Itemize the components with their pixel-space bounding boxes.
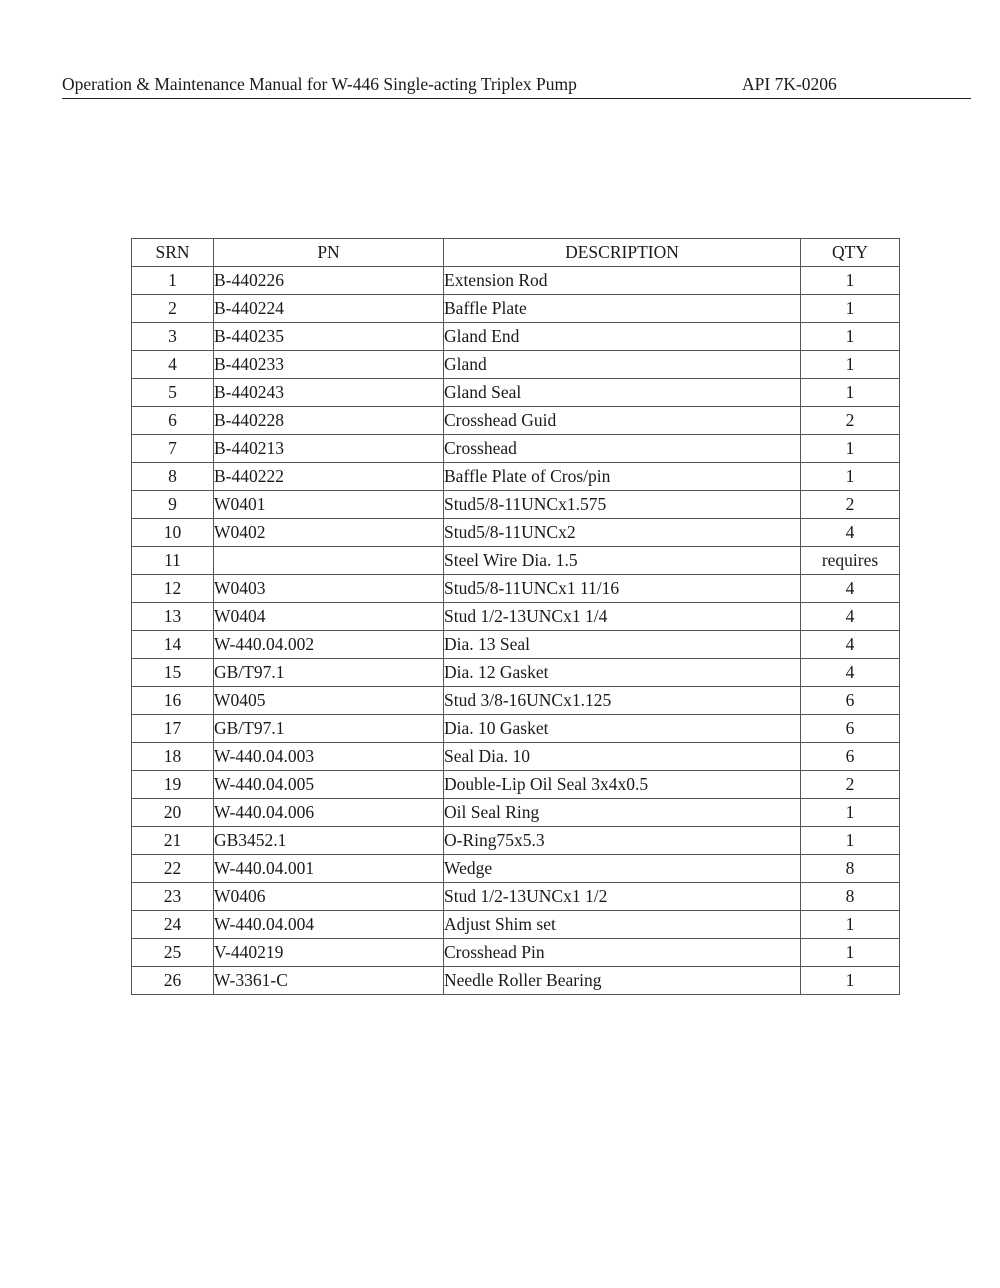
table-row xyxy=(132,463,900,491)
table-header xyxy=(132,239,900,267)
part-number-cell: B-440213 xyxy=(214,435,444,463)
srn-cell: 16 xyxy=(132,687,214,715)
quantity-cell: 6 xyxy=(801,687,900,715)
quantity-cell: 1 xyxy=(801,967,900,995)
table-row xyxy=(132,547,900,575)
table-row xyxy=(132,407,900,435)
srn-cell: 1 xyxy=(132,267,214,295)
srn-cell: 2 xyxy=(132,295,214,323)
table-row xyxy=(132,715,900,743)
srn-cell: 9 xyxy=(132,491,214,519)
part-number-cell: B-440224 xyxy=(214,295,444,323)
part-number-cell: W0403 xyxy=(214,575,444,603)
description-cell: Gland Seal xyxy=(444,379,801,407)
table-row xyxy=(132,491,900,519)
quantity-cell: 4 xyxy=(801,575,900,603)
description-cell: Baffle Plate of Cros/pin xyxy=(444,463,801,491)
part-number-cell: W-3361-C xyxy=(214,967,444,995)
part-number-cell: W0404 xyxy=(214,603,444,631)
table-row xyxy=(132,323,900,351)
column-header-description: DESCRIPTION xyxy=(444,239,801,267)
description-cell: Oil Seal Ring xyxy=(444,799,801,827)
quantity-cell: 1 xyxy=(801,939,900,967)
srn-cell: 15 xyxy=(132,659,214,687)
table-row xyxy=(132,351,900,379)
description-cell: Double-Lip Oil Seal 3x4x0.5 xyxy=(444,771,801,799)
table-row xyxy=(132,687,900,715)
table-row xyxy=(132,855,900,883)
part-number-cell: W0406 xyxy=(214,883,444,911)
description-cell: Wedge xyxy=(444,855,801,883)
srn-cell: 14 xyxy=(132,631,214,659)
quantity-cell: 1 xyxy=(801,351,900,379)
table-row xyxy=(132,659,900,687)
table-row xyxy=(132,743,900,771)
quantity-cell: 4 xyxy=(801,659,900,687)
description-cell: O-Ring75x5.3 xyxy=(444,827,801,855)
description-cell: Needle Roller Bearing xyxy=(444,967,801,995)
column-header-qty: QTY xyxy=(801,239,900,267)
part-number-cell: W-440.04.001 xyxy=(214,855,444,883)
quantity-cell: 1 xyxy=(801,379,900,407)
srn-cell: 20 xyxy=(132,799,214,827)
quantity-cell: 4 xyxy=(801,631,900,659)
srn-cell: 26 xyxy=(132,967,214,995)
table-row xyxy=(132,435,900,463)
srn-cell: 7 xyxy=(132,435,214,463)
part-number-cell: GB/T97.1 xyxy=(214,715,444,743)
description-cell: Stud5/8-11UNCx1 11/16 xyxy=(444,575,801,603)
description-cell: Crosshead xyxy=(444,435,801,463)
srn-cell: 21 xyxy=(132,827,214,855)
quantity-cell: 1 xyxy=(801,911,900,939)
description-cell: Adjust Shim set xyxy=(444,911,801,939)
part-number-cell: B-440235 xyxy=(214,323,444,351)
srn-cell: 18 xyxy=(132,743,214,771)
srn-cell: 8 xyxy=(132,463,214,491)
part-number-cell: W-440.04.006 xyxy=(214,799,444,827)
table-row xyxy=(132,827,900,855)
part-number-cell xyxy=(214,547,444,575)
parts-table xyxy=(131,238,900,995)
table-row xyxy=(132,939,900,967)
quantity-cell: 2 xyxy=(801,407,900,435)
description-cell: Dia. 13 Seal xyxy=(444,631,801,659)
quantity-cell: 1 xyxy=(801,435,900,463)
part-number-cell: V-440219 xyxy=(214,939,444,967)
table-row xyxy=(132,379,900,407)
quantity-cell: 1 xyxy=(801,463,900,491)
table-body xyxy=(132,267,900,995)
table-row xyxy=(132,771,900,799)
table-row xyxy=(132,603,900,631)
part-number-cell: W0405 xyxy=(214,687,444,715)
description-cell: Crosshead Pin xyxy=(444,939,801,967)
description-cell: Stud 1/2-13UNCx1 1/2 xyxy=(444,883,801,911)
header-row xyxy=(132,239,900,267)
quantity-cell: requires xyxy=(801,547,900,575)
quantity-cell: 4 xyxy=(801,603,900,631)
quantity-cell: 8 xyxy=(801,883,900,911)
quantity-cell: 8 xyxy=(801,855,900,883)
srn-cell: 4 xyxy=(132,351,214,379)
srn-cell: 17 xyxy=(132,715,214,743)
page-header xyxy=(62,72,971,99)
quantity-cell: 1 xyxy=(801,799,900,827)
table-row xyxy=(132,575,900,603)
table-row xyxy=(132,967,900,995)
srn-cell: 24 xyxy=(132,911,214,939)
table-row xyxy=(132,799,900,827)
description-cell: Stud 3/8-16UNCx1.125 xyxy=(444,687,801,715)
table-row xyxy=(132,267,900,295)
part-number-cell: W0402 xyxy=(214,519,444,547)
table-row xyxy=(132,631,900,659)
description-cell: Dia. 10 Gasket xyxy=(444,715,801,743)
srn-cell: 13 xyxy=(132,603,214,631)
quantity-cell: 6 xyxy=(801,743,900,771)
srn-cell: 5 xyxy=(132,379,214,407)
quantity-cell: 4 xyxy=(801,519,900,547)
srn-cell: 19 xyxy=(132,771,214,799)
part-number-cell: W-440.04.004 xyxy=(214,911,444,939)
description-cell: Baffle Plate xyxy=(444,295,801,323)
description-cell: Seal Dia. 10 xyxy=(444,743,801,771)
table-row xyxy=(132,519,900,547)
part-number-cell: GB/T97.1 xyxy=(214,659,444,687)
part-number-cell: B-440222 xyxy=(214,463,444,491)
quantity-cell: 1 xyxy=(801,827,900,855)
srn-cell: 12 xyxy=(132,575,214,603)
description-cell: Stud5/8-11UNCx2 xyxy=(444,519,801,547)
table-row xyxy=(132,295,900,323)
quantity-cell: 1 xyxy=(801,295,900,323)
part-number-cell: B-440228 xyxy=(214,407,444,435)
quantity-cell: 2 xyxy=(801,491,900,519)
quantity-cell: 1 xyxy=(801,267,900,295)
srn-cell: 6 xyxy=(132,407,214,435)
table-row xyxy=(132,883,900,911)
srn-cell: 25 xyxy=(132,939,214,967)
description-cell: Gland xyxy=(444,351,801,379)
srn-cell: 10 xyxy=(132,519,214,547)
part-number-cell: W-440.04.003 xyxy=(214,743,444,771)
description-cell: Gland End xyxy=(444,323,801,351)
table-row xyxy=(132,911,900,939)
description-cell: Stud5/8-11UNCx1.575 xyxy=(444,491,801,519)
srn-cell: 3 xyxy=(132,323,214,351)
part-number-cell: W-440.04.002 xyxy=(214,631,444,659)
description-cell: Dia. 12 Gasket xyxy=(444,659,801,687)
quantity-cell: 6 xyxy=(801,715,900,743)
quantity-cell: 2 xyxy=(801,771,900,799)
part-number-cell: GB3452.1 xyxy=(214,827,444,855)
manual-title: Operation & Maintenance Manual for W-446 Single-acting Triplex Pump xyxy=(62,74,577,94)
part-number-cell: B-440226 xyxy=(214,267,444,295)
document-code: API 7K-0206 xyxy=(742,74,837,94)
srn-cell: 23 xyxy=(132,883,214,911)
srn-cell: 11 xyxy=(132,547,214,575)
column-header-pn: PN xyxy=(214,239,444,267)
part-number-cell: B-440233 xyxy=(214,351,444,379)
description-cell: Stud 1/2-13UNCx1 1/4 xyxy=(444,603,801,631)
description-cell: Extension Rod xyxy=(444,267,801,295)
description-cell: Steel Wire Dia. 1.5 xyxy=(444,547,801,575)
part-number-cell: W-440.04.005 xyxy=(214,771,444,799)
description-cell: Crosshead Guid xyxy=(444,407,801,435)
quantity-cell: 1 xyxy=(801,323,900,351)
part-number-cell: B-440243 xyxy=(214,379,444,407)
srn-cell: 22 xyxy=(132,855,214,883)
column-header-srn: SRN xyxy=(132,239,214,267)
part-number-cell: W0401 xyxy=(214,491,444,519)
